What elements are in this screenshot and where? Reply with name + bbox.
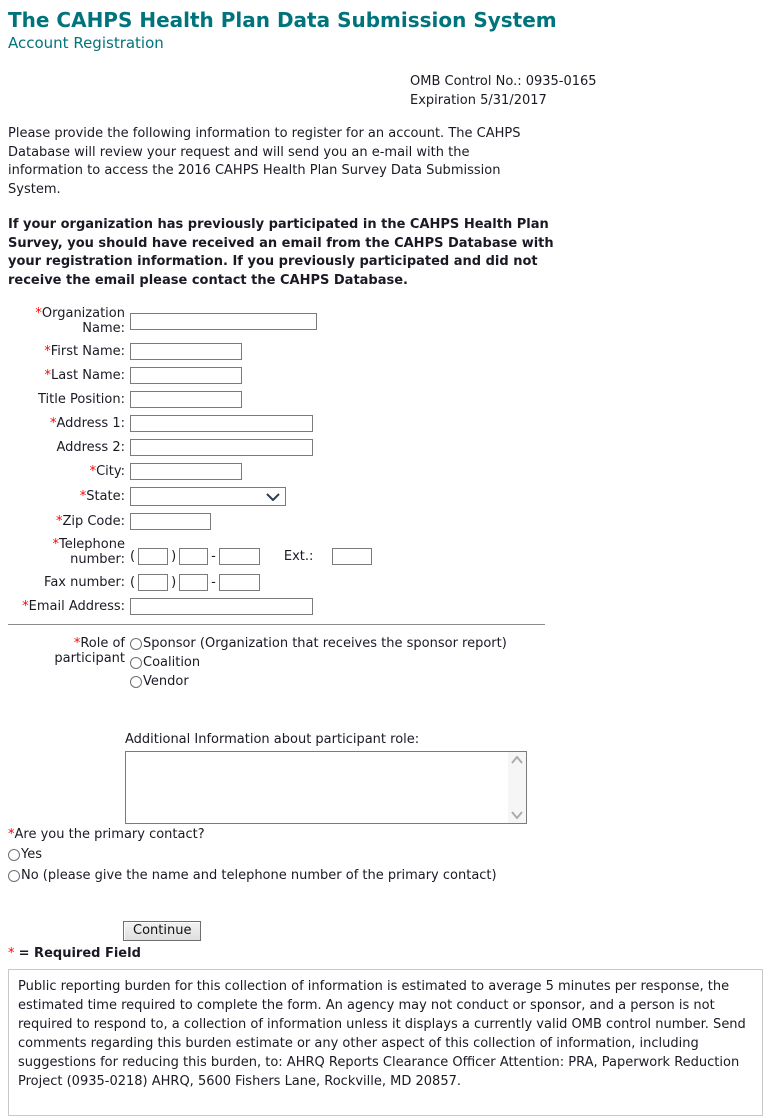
role-option-coalition[interactable]: Coalition <box>130 655 507 670</box>
textarea-scrollbar[interactable] <box>508 752 526 823</box>
close-paren: ) <box>171 548 177 564</box>
form-row-city <box>8 463 763 480</box>
city-label: *City: <box>89 464 125 479</box>
form-row-title-position <box>8 391 763 408</box>
radio-button-icon[interactable] <box>130 657 142 669</box>
required-marker: * <box>8 946 15 961</box>
address2-label: Address 2: <box>56 440 125 455</box>
zip-code-label: *Zip Code: <box>55 514 125 529</box>
address2-input[interactable] <box>130 439 313 456</box>
omb-control-number: OMB Control No.: 0935-0165 <box>410 74 597 89</box>
required-marker: * <box>89 464 97 479</box>
continue-button[interactable]: Continue <box>123 921 201 941</box>
additional-info-textarea-frame <box>125 751 527 824</box>
telephone-line-input[interactable] <box>219 548 260 565</box>
omb-block <box>410 72 763 110</box>
required-marker: * <box>79 489 87 504</box>
address1-label: *Address 1: <box>49 416 125 431</box>
telephone-label: *Telephone number: <box>52 537 125 567</box>
primary-contact-question: *Are you the primary contact? <box>8 827 205 842</box>
form-row-role <box>8 636 763 693</box>
telephone-prefix-input[interactable] <box>179 548 208 565</box>
email-input[interactable] <box>130 598 313 615</box>
primary-contact-option-no[interactable]: No (please give the name and telephone number of the primary contact) <box>8 868 763 884</box>
scroll-up-icon[interactable] <box>511 756 523 764</box>
additional-info-label: Additional Information about participant role: <box>125 732 420 747</box>
organization-name-input[interactable] <box>130 313 317 330</box>
required-marker: * <box>52 537 59 552</box>
state-select[interactable] <box>130 487 286 506</box>
role-option-sponsor[interactable]: Sponsor (Organization that receives the sponsor report) <box>130 636 507 651</box>
form-row-address1 <box>8 415 763 432</box>
title-position-label: Title Position: <box>38 392 125 407</box>
required-marker: * <box>55 514 63 529</box>
additional-info-textarea[interactable] <box>126 752 508 823</box>
first-name-label: *First Name: <box>44 344 125 359</box>
radio-button-icon[interactable] <box>130 676 142 688</box>
address1-input[interactable] <box>130 415 313 432</box>
dash: - <box>211 575 216 590</box>
required-marker: * <box>73 636 81 651</box>
required-marker: * <box>35 306 42 321</box>
burden-statement: Public reporting burden for this collection of information is estimated to average 5 minutes per response, the estimated time required to complete the form. An agency may not conduct or sponsor, and a person is not required to respond to, a collection of information unless it displays a currently valid OMB control number. Send comments regarding this burden estimate or any other aspect of this collection of information, including suggestions for reducing this burden, to: AHRQ Reports Clearance Officer Attention: PRA, Paperwork Reduction Project (0935-0218) AHRQ, 5600 Fishers Lane, Rockville, MD 20857. <box>8 969 763 1116</box>
title-position-input[interactable] <box>130 391 242 408</box>
last-name-label: *Last Name: <box>44 368 125 383</box>
previous-participation-notice: If your organization has previously participated in the CAHPS Health Plan Survey, you should have received an email from the CAHPS Database with your registration information. If you previously participated and did not receive the email please contact the CAHPS Database. <box>8 217 554 288</box>
dash: - <box>211 548 216 564</box>
city-input[interactable] <box>130 463 242 480</box>
form-row-state <box>8 487 763 506</box>
fax-area-input[interactable] <box>138 574 168 591</box>
open-paren: ( <box>130 575 136 590</box>
ext-label: Ext.: <box>283 548 314 564</box>
form-row-email <box>8 598 763 615</box>
primary-contact-section <box>8 827 763 884</box>
open-paren: ( <box>130 548 136 564</box>
role-label: *Role of participant <box>54 636 125 666</box>
role-option-vendor[interactable]: Vendor <box>130 674 507 689</box>
page-subtitle: Account Registration <box>8 34 164 52</box>
fax-line-input[interactable] <box>219 574 260 591</box>
additional-info-section <box>125 732 763 824</box>
fax-prefix-input[interactable] <box>179 574 208 591</box>
required-marker: * <box>44 368 52 383</box>
form-row-first-name <box>8 343 763 360</box>
omb-expiration: Expiration 5/31/2017 <box>410 93 547 108</box>
telephone-ext-input[interactable] <box>332 548 372 565</box>
page-title: The CAHPS Health Plan Data Submission System <box>8 8 557 32</box>
intro-paragraph: Please provide the following information to register for an account. The CAHPS Database will review your request and will send you an e-mail with the information to access the 2016 CAHPS Health Plan Survey Data Submission System. <box>8 126 521 197</box>
section-divider <box>8 624 545 627</box>
required-marker: * <box>22 599 29 614</box>
scroll-down-icon[interactable] <box>511 811 523 819</box>
primary-contact-option-yes[interactable]: Yes <box>8 847 763 863</box>
email-label: *Email Address: <box>22 599 125 614</box>
required-marker: * <box>49 416 57 431</box>
registration-form <box>8 306 763 961</box>
telephone-area-input[interactable] <box>138 548 168 565</box>
form-row-zip-code <box>8 513 763 530</box>
role-options <box>130 636 507 693</box>
first-name-input[interactable] <box>130 343 242 360</box>
state-label: *State: <box>79 489 125 504</box>
organization-name-label: *Organization Name: <box>35 306 125 336</box>
form-row-address2 <box>8 439 763 456</box>
radio-button-icon[interactable] <box>8 849 20 861</box>
required-marker: * <box>8 827 15 842</box>
close-paren: ) <box>171 575 177 590</box>
form-row-fax <box>8 574 763 591</box>
zip-code-input[interactable] <box>130 513 211 530</box>
form-row-last-name <box>8 367 763 384</box>
form-row-telephone <box>8 537 763 567</box>
fax-label: Fax number: <box>44 575 125 590</box>
required-marker: * <box>44 344 51 359</box>
radio-button-icon[interactable] <box>130 638 142 650</box>
radio-button-icon[interactable] <box>8 870 20 882</box>
last-name-input[interactable] <box>130 367 242 384</box>
required-field-note: * = Required Field <box>8 946 141 961</box>
form-row-organization-name <box>8 306 763 336</box>
